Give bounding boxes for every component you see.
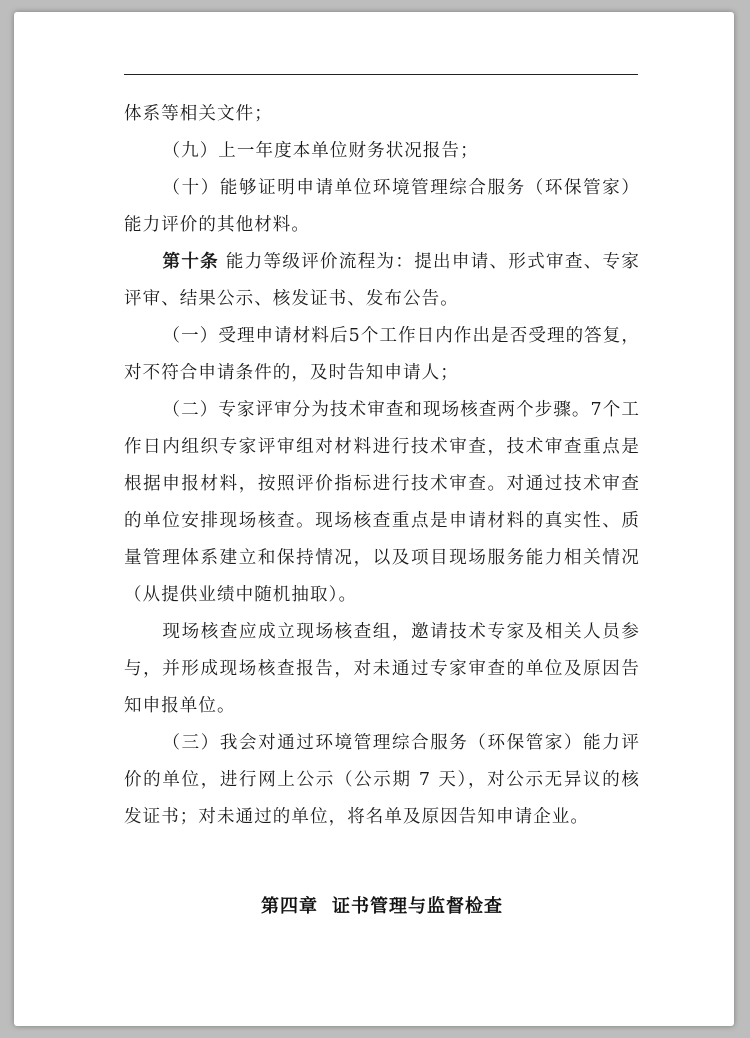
document-body	[124, 96, 640, 836]
paragraph-step-2: （二）专家评审分为技术审查和现场核查两个步骤。7个工作日内组织专家评审组对材料进行技术审查，技术审查重点是根据申报材料，按照评价指标进行技术审查。对通过技术审查的单位安排现场核查。现场核查重点是申请材料的真实性、质量管理体系建立和保持情况，以及项目现场服务能力相关情况（从提供业绩中随机抽取）。	[124, 400, 640, 605]
chapter-heading	[124, 892, 640, 918]
header-rule	[124, 74, 638, 75]
paragraph-item-9: （九）上一年度本单位财务状况报告；	[162, 141, 479, 161]
paragraph-item-10: （十）能够证明申请单位环境管理综合服务（环保管家）能力评价的其他材料。	[124, 178, 640, 235]
paragraph-article-10	[124, 244, 640, 318]
paragraph-step-1: （一）受理申请材料后5个工作日内作出是否受理的答复，对不符合申请条件的，及时告知申请人；	[124, 326, 640, 383]
chapter-number: 第四章	[261, 896, 318, 917]
article-text: 能力等级评价流程为：提出申请、形式审查、专家评审、结果公示、核发证书、发布公告。	[124, 252, 640, 309]
paragraph-step-3: （三）我会对通过环境管理综合服务（环保管家）能力评价的单位，进行网上公示（公示期 7 天），对公示无异议的核发证书；对未通过的单位，将名单及原因告知申请企业。	[124, 733, 640, 827]
paragraph-continuation: 体系等相关文件；	[124, 104, 273, 124]
paragraph-onsite-review: 现场核查应成立现场核查组，邀请技术专家及相关人员参与，并形成现场核查报告，对未通过专家审查的单位及原因告知申报单位。	[124, 622, 640, 716]
chapter-title: 证书管理与监督检查	[332, 896, 503, 917]
article-number: 第十条	[162, 252, 219, 272]
document-page	[14, 12, 734, 1026]
